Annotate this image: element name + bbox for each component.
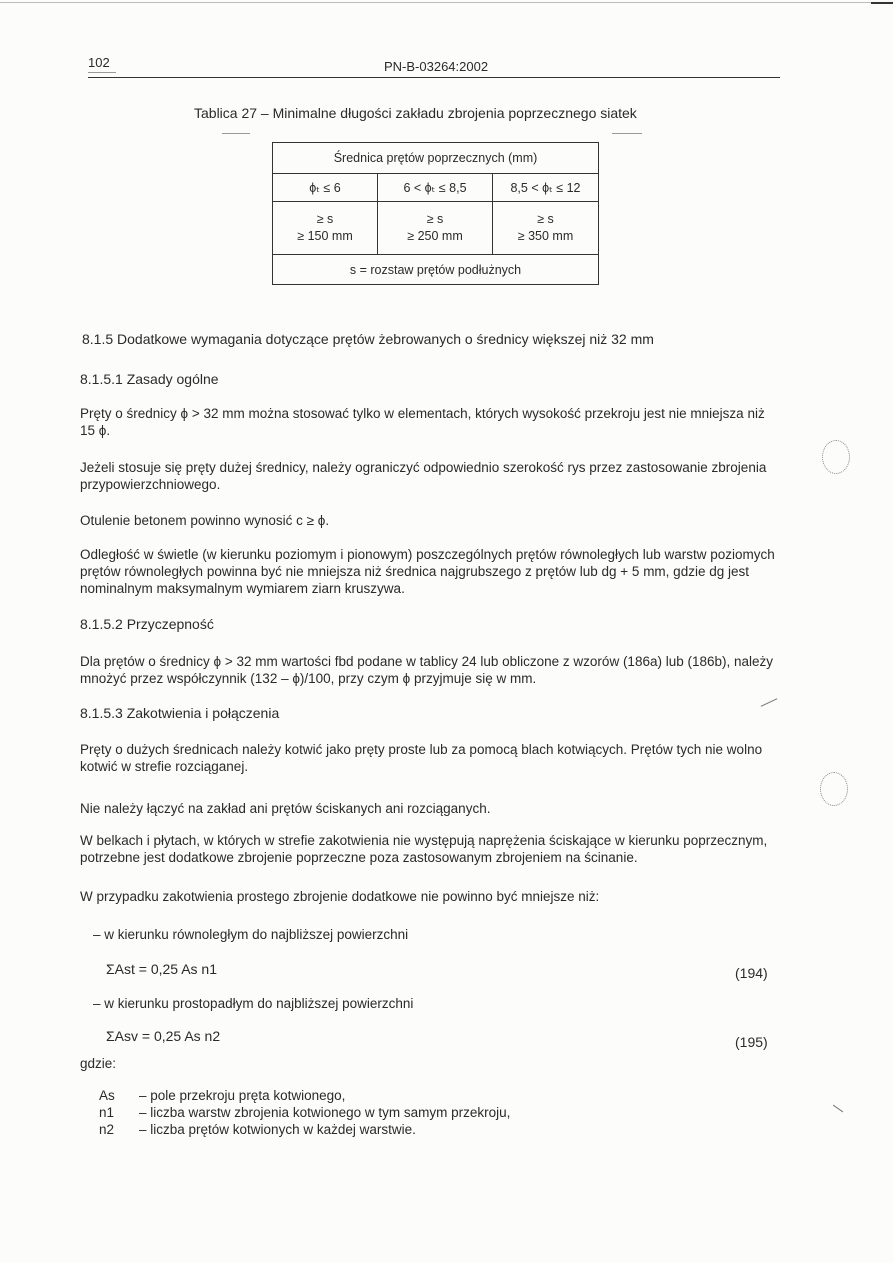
list-item: – w kierunku prostopadłym do najbliższej powierzchni [93,996,414,1011]
standard-designation: PN-B-03264:2002 [384,59,489,74]
subsection-heading: 8.1.5.2 Przyczepność [80,616,214,632]
margin-mark [833,1105,843,1113]
list-item: – w kierunku równoległym do najbliższej powierzchni [93,927,409,942]
paragraph: Jeżeli stosuje się pręty dużej średnicy, należy ograniczyć odpowiednio szerokość rys przez zastosowanie zbrojenia przypowierzchniowego. [80,460,767,492]
subsection-heading: 8.1.5.3 Zakotwienia i połączenia [80,705,280,721]
paragraph: Pręty o średnicy ϕ > 32 mm można stosować tylko w elementach, których wysokość przekroju jest nie mniejsza niż 15 ϕ. [80,406,765,438]
definition-symbol: n1 [99,1105,115,1120]
table-group-header: Średnica prętów poprzecznych (mm) [273,143,599,174]
equation: ΣAsv = 0,25 As n2 [106,1028,221,1044]
punch-hole-mark [820,772,848,806]
equation-number: (194) [735,965,768,981]
definitions-list [99,1087,510,1138]
table-cell: ≥ s ≥ 350 mm [493,202,599,255]
equation-number: (195) [735,1034,768,1050]
table-27 [272,142,599,285]
definition-text: – liczba prętów kotwionych w każdej warstwie. [139,1122,416,1137]
section-heading: 8.1.5 Dodatkowe wymagania dotyczące prętów żebrowanych o średnicy większej niż 32 mm [82,331,654,347]
paragraph: Otulenie betonem powinno wynosić c ≥ ϕ. [80,513,330,528]
paragraph: W belkach i płytach, w których w strefie zakotwienia nie występują naprężenia ściskające w kierunku poprzecznym, potrzebne jest dodatkowe zbrojenie poprzeczne poza zastosowanym zbrojeniem na ścinanie. [80,833,768,865]
paragraph: Nie należy łączyć na zakład ani prętów ściskanych ani rozciąganych. [80,801,491,816]
paragraph: Odległość w świetle (w kierunku poziomym i pionowym) poszczególnych prętów równoległych lub warstw poziomych prętów równoległych powinna być nie mniejsza niż średnica najgrubszego z prętów lub dg + 5 mm, gdzie dg jest nominalnym maksymalnym wymiarem ziarn kruszywa. [80,547,775,596]
table-cell: ≥ s ≥ 250 mm [378,202,493,255]
definition-symbol: n2 [99,1122,115,1137]
paragraph: W przypadku zakotwienia prostego zbrojenie dodatkowe nie powinno być mniejsze niż: [80,889,600,904]
definition-item [99,1087,510,1104]
caption-rule-right [612,133,642,134]
page-number: 102 [88,55,110,70]
equation: ΣAst = 0,25 As n1 [106,961,218,977]
scan-edge-line [0,2,893,3]
page-number-underline [88,72,116,73]
definition-item [99,1121,510,1138]
definition-text: – pole przekroju pręta kotwionego, [139,1088,346,1103]
table-footnote: s = rozstaw prętów podłużnych [273,255,599,285]
table-column-header: 8,5 < ϕₜ ≤ 12 [493,174,599,202]
scan-edge-mark [871,2,893,4]
definition-symbol: As [99,1088,115,1103]
definition-item [99,1104,510,1121]
header-rule [88,77,780,78]
table-cell: ≥ s ≥ 150 mm [273,202,378,255]
caption-rule-left [222,133,250,134]
paragraph: Pręty o dużych średnicach należy kotwić jako pręty proste lub za pomocą blach kotwiących. Prętów tych nie wolno kotwić w strefie rozciąganej. [80,742,763,774]
subsection-heading: 8.1.5.1 Zasady ogólne [80,371,219,387]
paragraph: Dla prętów o średnicy ϕ > 32 mm wartości fbd podane w tablicy 24 lub obliczone z wzorów (186a) lub (186b), należy mnożyć przez współczynnik (132 – ϕ)/100, przy czym ϕ przyjmuje się w mm. [80,654,774,686]
table-column-header: 6 < ϕₜ ≤ 8,5 [378,174,493,202]
margin-mark [761,698,778,707]
where-label: gdzie: [80,1056,117,1071]
definition-text: – liczba warstw zbrojenia kotwionego w tym samym przekroju, [139,1105,511,1120]
table-caption: Tablica 27 – Minimalne długości zakładu zbrojenia poprzecznego siatek [194,105,637,121]
punch-hole-mark [822,440,850,474]
table-column-header: ϕₜ ≤ 6 [273,174,378,202]
